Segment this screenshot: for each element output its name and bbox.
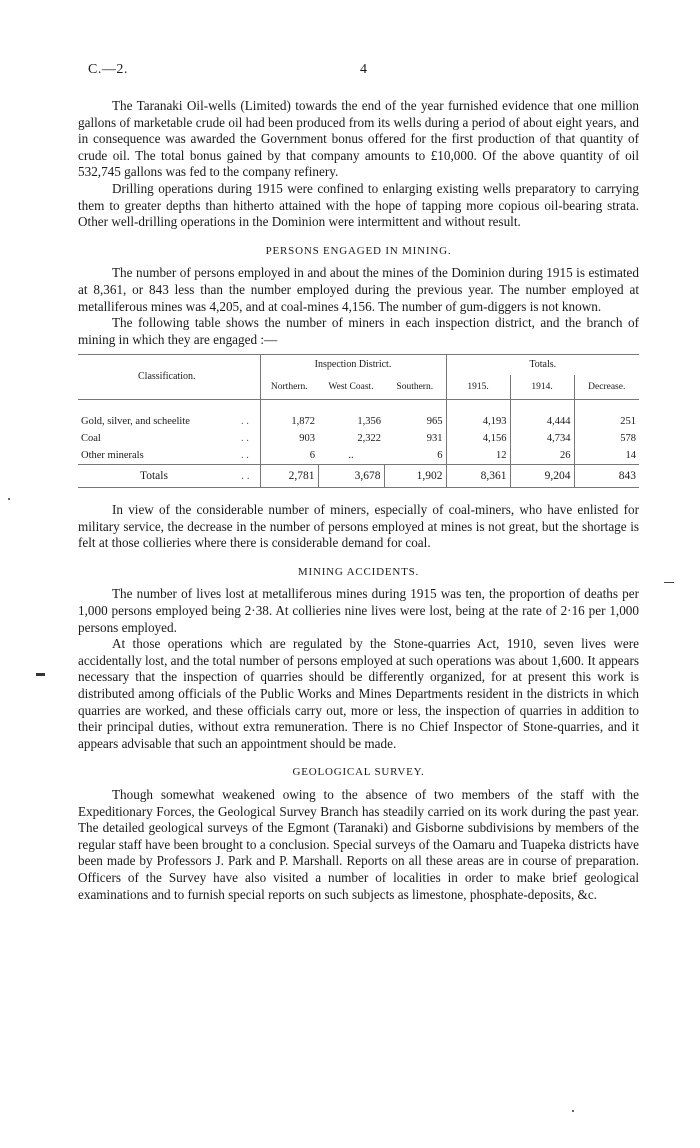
col-header-1915: 1915. (446, 375, 510, 400)
total-value: 9,204 (510, 465, 574, 488)
heading-mining-accidents: MINING ACCIDENTS. (297, 565, 420, 578)
row-label: Other minerals (81, 449, 144, 461)
col-header-northern: Northern. (260, 375, 318, 400)
cell-value: 6 (260, 448, 318, 465)
paragraph-lives-lost: The number of lives lost at metalliferous mines during 1915 was ten, the proportion of deaths per 1,000 persons employed being 2·38. At collieries nine lives were lost, being at the rate of 2·16 per 1,000 persons employed. (78, 586, 639, 635)
row-label: Coal (81, 432, 101, 444)
total-value: 8,361 (446, 465, 510, 488)
scan-speck (8, 498, 10, 500)
cell-value: 12 (446, 448, 510, 465)
total-value: 2,781 (260, 465, 318, 488)
paragraph-geological-survey: Though somewhat weakened owing to the absence of two members of the staff with the Expeditionary Forces, the Geological Survey Branch has steadily carried on its work during the past year. The detailed geological surveys of the Egmont (Taranaki) and Gisborne subdivisions by members of the regular staff have been brought to a conclusion. Special surveys of the Oamaru and Tuapeka districts have been made by Professors J. Park and P. Marshall. Reports on all these areas are in course of preparation. Officers of the Survey have also visited a number of localities in order to make brief geological examinations and to furnish special reports on such subjects as limestone, phosphate-deposits, &c. (78, 787, 639, 902)
totals-label: Totals (78, 465, 238, 488)
margin-mark (36, 673, 45, 676)
paragraph-oil-wells: The Taranaki Oil-wells (Limited) towards the end of the year furnished evidence that one million gallons of marketable crude oil had been produced from its wells during a period of about eight years, and in consequence was awarded the Government bonus offered for the first production of that quantity of crude oil. The total bonus gained by that company amounts to £10,000. Of the above quantity of oil 532,745 gallons was fed to the company refinery. (78, 98, 639, 180)
row-label: Gold, silver, and scheelite (81, 416, 190, 428)
total-value: 843 (574, 465, 639, 488)
cell-value: 903 (260, 431, 318, 448)
page-number: 4 (360, 62, 367, 77)
totals-group-header: Totals. (446, 355, 639, 376)
margin-mark (664, 582, 674, 583)
heading-persons-engaged: PERSONS ENGAGED IN MINING. (265, 244, 452, 257)
paragraph-stone-quarries: At those operations which are regulated by the Stone-quarries Act, 1910, seven lives were accidentally lost, and the total number of persons employed at such operations was about 1,600. It appears necessary that the inspection of quarries should be differently organized, for at present this work is distributed among officials of the Public Works and Mines Departments resident in the districts in which quarries are worked, and these officials carry out, more or less, the inspection of quarries in addition to their principal duties, without extra remuneration. There is no Chief Inspector of Stone-quarries, and it appears advisable that such an appointment should be made. (78, 636, 639, 751)
leader-dots: . . (241, 432, 249, 444)
cell-value: 4,444 (510, 414, 574, 431)
cell-value: 4,193 (446, 414, 510, 431)
cell-value: 4,156 (446, 431, 510, 448)
cell-value: 26 (510, 448, 574, 465)
paragraph-table-intro: The following table shows the number of miners in each inspection district, and the branch of mining in which they are engaged :— (78, 315, 639, 347)
cell-value: 1,872 (260, 414, 318, 431)
page-body (78, 98, 639, 903)
heading-geological-survey: GEOLOGICAL SURVEY. (292, 766, 425, 779)
cell-value: 251 (574, 414, 639, 431)
scan-speck (572, 1110, 574, 1112)
cell-value: 14 (574, 448, 639, 465)
paragraph-enlisted-miners: In view of the considerable number of miners, especially of coal-miners, who have enlisted for military service, the decrease in the number of persons employed at mines is not great, but the shortage is felt at those collieries where there is considerable demand for coal. (78, 502, 639, 551)
inspection-district-header: Inspection District. (260, 355, 446, 376)
cell-value: 2,322 (357, 432, 381, 444)
table-row (78, 431, 639, 448)
col-header-1914: 1914. (510, 375, 574, 400)
table-row (78, 448, 639, 465)
miners-table (78, 354, 639, 488)
cell-value: 4,734 (510, 431, 574, 448)
cell-value: 931 (426, 432, 443, 444)
classification-header: Classification. (78, 355, 260, 400)
leader-dots: . . (241, 449, 249, 461)
cell-value: 578 (574, 431, 639, 448)
cell-value: 965 (426, 416, 443, 428)
leader-dots: . . (241, 416, 249, 428)
totals-row (78, 465, 639, 488)
paragraph-drilling: Drilling operations during 1915 were confined to enlarging existing wells preparatory to carrying them to greater depths than hitherto attained with the hope of tapping more copious oil-bearing strata. Other well-drilling operations in the Dominion were intermittent and without result. (78, 180, 639, 230)
col-header-southern: Southern. (396, 382, 434, 393)
paragraph-persons-employed: The number of persons employed in and about the mines of the Dominion during 1915 is estimated at 8,361, or 843 less than the number employed during the previous year. The number employed at metalliferous mines was 4,205, and at coal-mines 4,156. The number of gum-diggers is not known. (78, 265, 639, 314)
col-header-decrease: Decrease. (574, 375, 639, 400)
cell-value: 6 (437, 449, 443, 461)
table-row (78, 414, 639, 431)
document-reference: C.—2. (88, 62, 128, 77)
total-value: 3,678 (318, 465, 384, 488)
cell-value: 1,356 (357, 416, 381, 428)
total-value: 1,902 (384, 465, 446, 488)
col-header-west-coast: West Coast. (328, 382, 374, 393)
cell-value: .. (348, 449, 354, 461)
leader-dots: . . (238, 465, 260, 488)
